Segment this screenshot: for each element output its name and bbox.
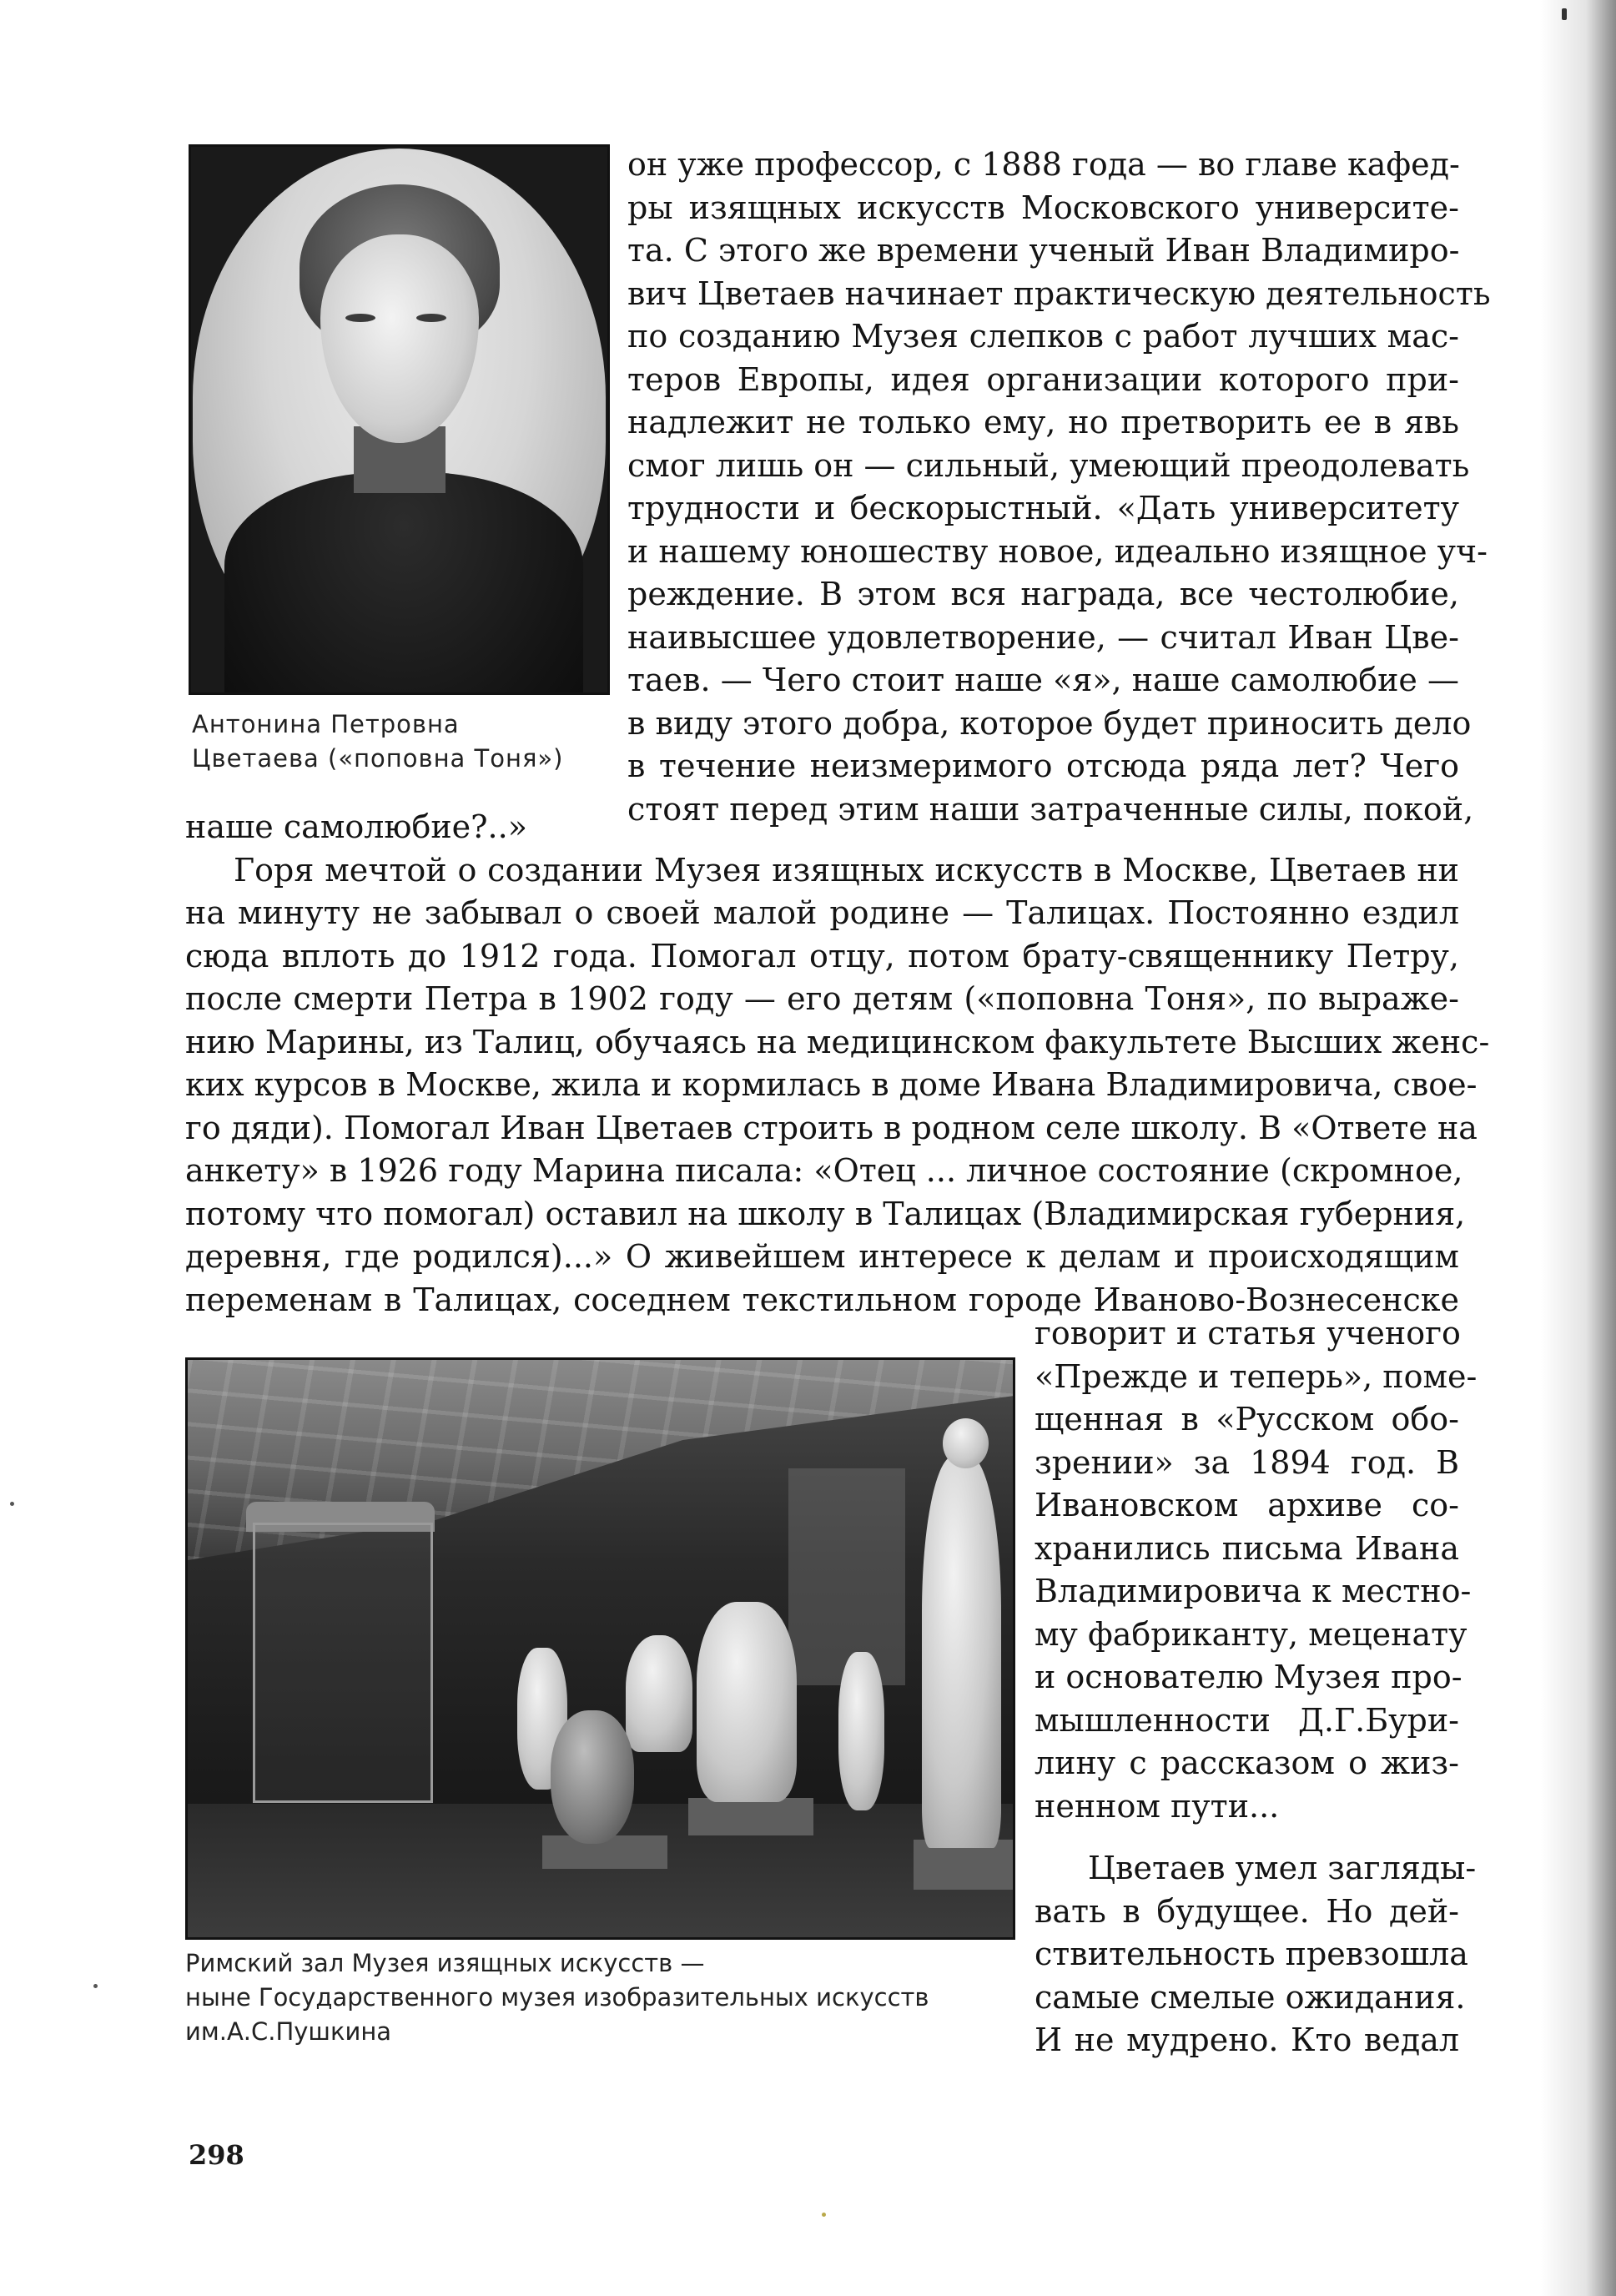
text-line: Горя мечтой о создании Музея изящных искусств в Москве, Цветаев ни [234, 851, 1459, 889]
photo-statue [838, 1652, 884, 1810]
text-line: трудности и бескорыстный. «Дать университету [627, 490, 1459, 526]
caption-line: Цветаева («поповна Тоня») [192, 744, 564, 773]
text-line: ких курсов в Москве, жила и кормилась в доме Ивана Владимировича, свое- [185, 1066, 1478, 1103]
text-line: ры изящных искусств Московского университе- [627, 189, 1459, 226]
text-line: реждение. В этом вся награда, все честолюбие, [627, 576, 1459, 612]
portrait-caption [192, 707, 563, 776]
caption-line: Антонина Петровна [192, 710, 460, 738]
text-line: и основателю Музея про- [1035, 1659, 1462, 1695]
portrait-photo [189, 144, 610, 695]
text-line: по созданию Музея слепков с работ лучших мас- [627, 318, 1459, 355]
text-line: в течение неизмеримого отсюда ряда лет? Чего [627, 748, 1459, 784]
text-line: ненном пути... [1035, 1787, 1280, 1825]
right-text-column [1035, 1312, 1478, 1828]
scan-speck [1562, 8, 1567, 20]
text-line: теров Европы, идея организации которого при- [627, 360, 1459, 398]
photo-display-case [253, 1523, 433, 1803]
photo-statue [697, 1602, 797, 1802]
photo-eye-right [416, 314, 446, 322]
caption-line: ныне Государственного музея изобразительных искусств [185, 1983, 929, 2012]
text-line: нию Марины, из Талиц, обучаясь на медицинском факультете Высших женс- [185, 1023, 1490, 1060]
hall-caption [185, 1946, 929, 2049]
text-line: в виду этого добра, которое будет приносить дело [627, 704, 1472, 742]
right-text-column-2 [1035, 1847, 1477, 2062]
text-line: переменам в Талицах, соседнем текстильном городе Иваново-Вознесенске [185, 1281, 1459, 1318]
text-line: стоят перед этим наши затраченные силы, покой, [627, 790, 1474, 828]
text-line: мышленности Д.Г.Бури- [1035, 1701, 1459, 1739]
photo-statue-dog [551, 1710, 634, 1844]
photo-pedestal [688, 1798, 813, 1835]
text-line: наше самолюбие?..» [185, 808, 527, 845]
photo-statue [626, 1635, 692, 1752]
photo-statue [922, 1456, 1001, 1848]
text-line: го дяди). Помогал Иван Цветаев строить в родном селе школу. В «Ответе на [185, 1109, 1478, 1146]
caption-line: им.А.С.Пушкина [185, 2017, 392, 2046]
text-line: деревня, где родился)...» О живейшем интересе к делам и происходящим [185, 1238, 1459, 1275]
text-line: И не мудрено. Кто ведал [1035, 2022, 1459, 2058]
scan-speck [10, 1502, 14, 1506]
text-line: му фабриканту, меценату [1035, 1615, 1467, 1653]
text-line: хранились письма Ивана [1035, 1529, 1459, 1567]
text-line: смог лишь он — сильный, умеющий преодолевать [627, 446, 1470, 484]
text-line: наивысшее удовлетворение, — считал Иван Цве- [627, 618, 1459, 656]
text-line: ствительность превзошла [1035, 1936, 1468, 1972]
text-line: зрении» за 1894 год. В [1035, 1443, 1459, 1481]
text-line: вич Цветаев начинает практическую деятельность [627, 274, 1491, 312]
text-line: надлежит не только ему, но претворить ее в явь [627, 404, 1459, 441]
text-line: анкету» в 1926 году Марина писала: «Отец ... личное состояние (скромное, [185, 1152, 1463, 1189]
text-line: и нашему юношеству новое, идеально изящное уч- [627, 532, 1488, 570]
top-text-column [627, 144, 1491, 831]
text-line: вать в будущее. Но дей- [1035, 1892, 1459, 1930]
text-line: щенная в «Русском обо- [1035, 1401, 1459, 1438]
full-width-text [185, 806, 1490, 1322]
text-line: самые смелые ожидания. [1035, 1978, 1466, 2016]
text-line: Цветаев умел загляды- [1088, 1850, 1477, 1886]
text-line: сюда вплоть до 1912 года. Помогал отцу, потом брату-священнику Петру, [185, 937, 1459, 974]
text-line: та. С этого же времени ученый Иван Владимиро- [627, 232, 1460, 269]
caption-line: Римский зал Музея изящных искусств — [185, 1949, 705, 1977]
photo-dress [224, 472, 583, 695]
text-line: говорит и статья ученого [1035, 1315, 1461, 1352]
scan-speck [822, 2213, 826, 2217]
text-line: лину с рассказом о жиз- [1035, 1745, 1459, 1781]
text-line: после смерти Петра в 1902 году — его детям («поповна Тоня», по выраже- [185, 980, 1459, 1017]
text-line: «Прежде и теперь», поме- [1035, 1357, 1478, 1395]
text-line: Ивановском архиве со- [1035, 1487, 1459, 1523]
text-line: он уже профессор, с 1888 года — во главе кафед- [627, 146, 1460, 183]
text-line: потому что помогал) оставил на школу в Талицах (Владимирская губерния, [185, 1195, 1466, 1232]
museum-hall-photo [185, 1357, 1015, 1940]
page-number: 298 [189, 2139, 244, 2171]
text-line: Владимировича к местно- [1035, 1573, 1472, 1609]
page-edge-shadow [1541, 0, 1616, 2296]
text-line: на минуту не забывал о своей малой родине — Талицах. Постоянно ездил [185, 894, 1459, 931]
scan-speck [93, 1984, 98, 1988]
photo-wall-panel [788, 1468, 905, 1685]
photo-eye-left [345, 314, 375, 322]
photo-statue-head [943, 1418, 989, 1468]
text-line: таев. — Чего стоит наше «я», наше самолюбие — [627, 662, 1459, 698]
